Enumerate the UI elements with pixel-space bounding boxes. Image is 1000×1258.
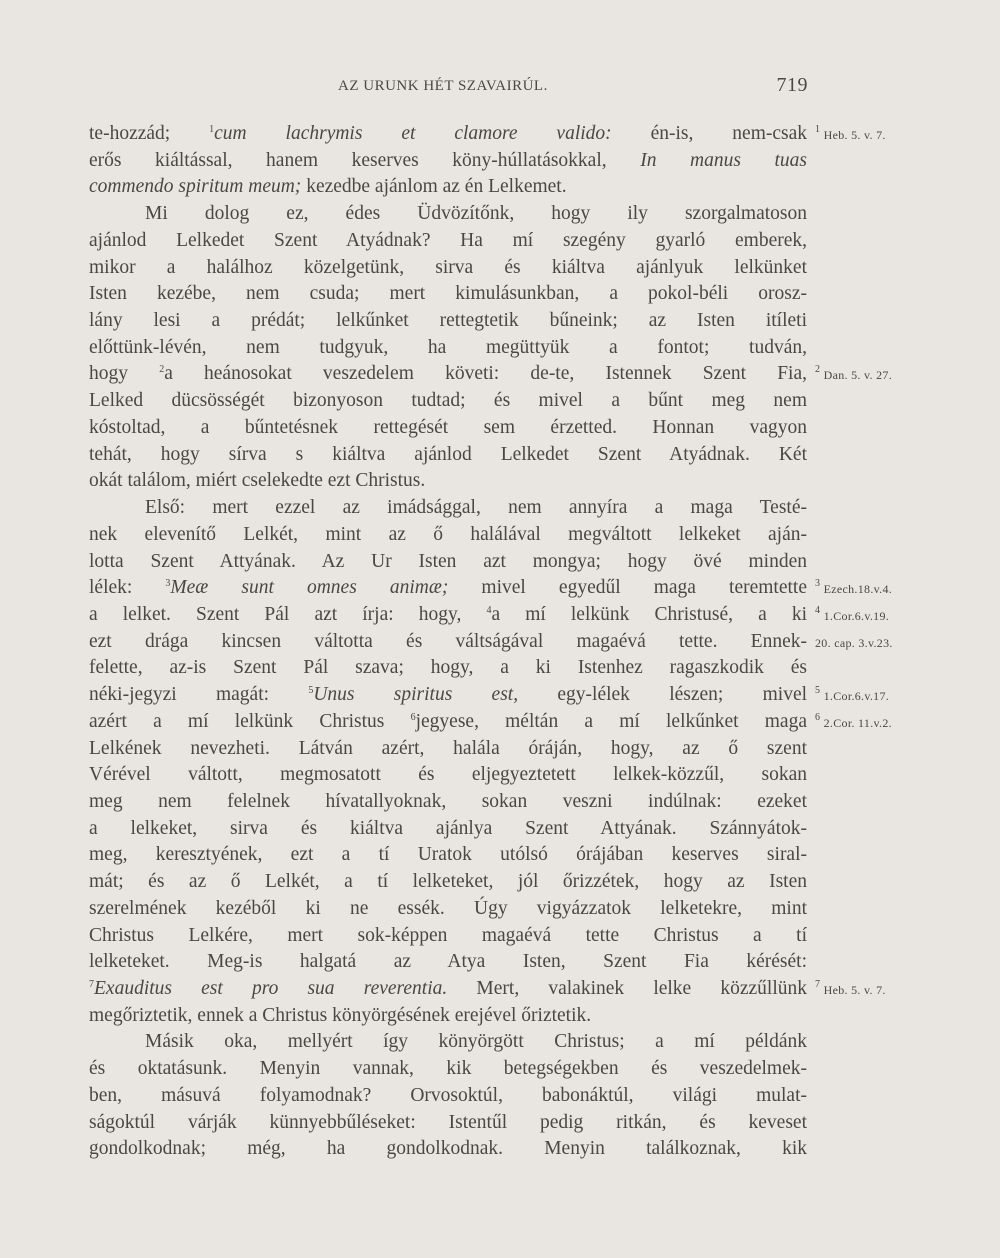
text-line: mát; és az ő Lelkét, a tí lelketeket, jól őrizzétek, hogy az Isten <box>89 871 807 893</box>
text-line: lélek: $^3$Meæ sunt omnes animæ; mivel egyedűl maga teremtette <box>89 577 807 599</box>
margin-note: $^1$ Heb. 5. v. 7. <box>815 124 886 142</box>
text-line: lotta Szent Attyának. Az Ur Isten azt mongya; hogy övé minden <box>89 550 807 572</box>
text-line: Lelkének nevezheti. Látván azért, halála óráján, hogy, az ő szent <box>89 737 807 759</box>
text-line: nek elevenítő Lelkét, mint az ő halálával megváltott lelkeket aján- <box>89 523 807 545</box>
text-line: megőriztetik, ennek a Christus könyörgésének erejével őriztetik. <box>89 1004 592 1026</box>
text-line: ajánlod Lelkedet Szent Atyádnak? Ha mí szegény gyarló emberek, <box>89 229 807 251</box>
margin-note: 20. cap. 3.v.23. <box>815 635 893 650</box>
text-line: Mi dolog ez, édes Üdvözítőnk, hogy ily szorgalmatoson <box>145 203 807 225</box>
text-line: lelketeket. Meg-is halgatá az Atya Isten, Szent Fia kérését: <box>89 951 807 973</box>
text-line: erős kiáltással, hanem keserves köny-húllatásokkal, In manus tuas <box>89 149 807 171</box>
text-line: okát találom, miért cselekedte ezt Christus. <box>89 470 426 492</box>
text-line: kóstoltad, a bűntetésnek rettegését sem érzetted. Honnan vagyon <box>89 416 807 438</box>
text-line: és oktatásunk. Menyin vannak, kik betegségekben és veszedelmek- <box>89 1058 807 1080</box>
text-line: mikor a halálhoz közelgetünk, sirva és kiáltva ajánlyuk lelkünket <box>89 256 807 278</box>
text-line: Vérével váltott, megmosatott és eljegyeztetett lelkek-közzűl, sokan <box>89 764 807 786</box>
text-line: Isten kezébe, nem csuda; mert kimulásunkban, a pokol-béli orosz- <box>89 283 807 305</box>
text-line: felette, az-is Szent Pál szava; hogy, a ki Istenhez ragaszkodik és <box>89 657 807 679</box>
text-line: ezt drága kincsen váltotta és váltságával magaévá tette. Ennek- <box>89 630 807 652</box>
margin-note: $^7$ Heb. 5. v. 7. <box>815 979 886 998</box>
margin-note: $^3$ Ezech.18.v.4. <box>815 578 893 597</box>
text-line: néki-jegyzi magát: $^5$Unus spiritus est, egy-lélek lészen; mivel <box>89 684 808 706</box>
text-line: a lelket. Szent Pál azt írja: hogy, $^4$a mí lelkünk Christusé, a ki <box>89 603 807 625</box>
text-line: Christus Lelkére, mert sok-képpen magaévá tette Christus a tí <box>89 924 807 946</box>
text-line: szerelmének kezéből ki ne essék. Úgy vigyázzatok lelketekre, mint <box>89 897 807 919</box>
text-line: a lelkeket, sirva és kiáltva ajánlya Szent Attyának. Szánnyátok- <box>89 817 807 839</box>
page-number: 719 <box>776 74 808 96</box>
text-line: Első: mert ezzel az imádsággal, nem annyíra a maga Testé- <box>145 497 807 519</box>
margin-note: $^5$ 1.Cor.6.v.17. <box>815 685 890 704</box>
text-line: előttünk-lévén, nem tudgyuk, ha megüttyük a fontot; tudván, <box>89 336 807 358</box>
running-title: AZ URUNK HÉT SZAVAIRÚL. <box>338 78 548 94</box>
text-line: ben, másuvá folyamodnak? Orvosoktúl, babonáktúl, világi mulat- <box>89 1084 807 1106</box>
text-line: Másik oka, mellyért így könyörgött Christus; a mí példánk <box>145 1031 807 1053</box>
text-line: hogy $^2$a heánosokat veszedelem követi: de-te, Istennek Szent Fia, <box>89 363 807 385</box>
text-line: meg, keresztyének, ezt a tí Uratok utólsó órájában keserves siral- <box>89 844 807 866</box>
margin-note: $^4$ 1.Cor.6.v.19. <box>815 604 890 623</box>
text-line: ságoktúl várják künnyebbűléseket: Istentűl pedig ritkán, és keveset <box>89 1111 807 1133</box>
text-line: $^7$Exauditus est pro sua reverentia. Mert, valakinek lelke közzűllünk <box>89 978 808 999</box>
text-line: meg nem felelnek hívatallyoknak, sokan veszni indúlnak: ezeket <box>89 790 807 812</box>
text-line: gondolkodnak; még, ha gondolkodnak. Menyin találkoznak, kik <box>89 1138 807 1160</box>
text-line: Lelked dücsösségét bizonyoson tudtad; és mivel a bűnt meg nem <box>89 390 807 412</box>
text-line: commendo spiritum meum; kezedbe ajánlom az én Lelkemet. <box>89 176 567 198</box>
running-header <box>90 74 808 100</box>
margin-note: $^2$ Dan. 5. v. 27. <box>815 364 893 383</box>
text-line: lány lesi a prédát; lelkűnket rettegtetik bűneink; az Isten itíleti <box>89 310 807 332</box>
text-line: tehát, hogy sírva s kiáltva ajánlod Lelkedet Szent Atyádnak. Két <box>89 443 807 465</box>
body-text <box>89 121 807 1163</box>
text-line: te-hozzád; $^1$cum lachrymis et clamore valido: én-is, nem-csak <box>89 123 808 144</box>
margin-note: $^6$ 2.Cor. 11.v.2. <box>815 711 892 730</box>
text-line: azért a mí lelkünk Christus $^6$jegyese, méltán a mí lelkűnket maga <box>89 710 807 732</box>
